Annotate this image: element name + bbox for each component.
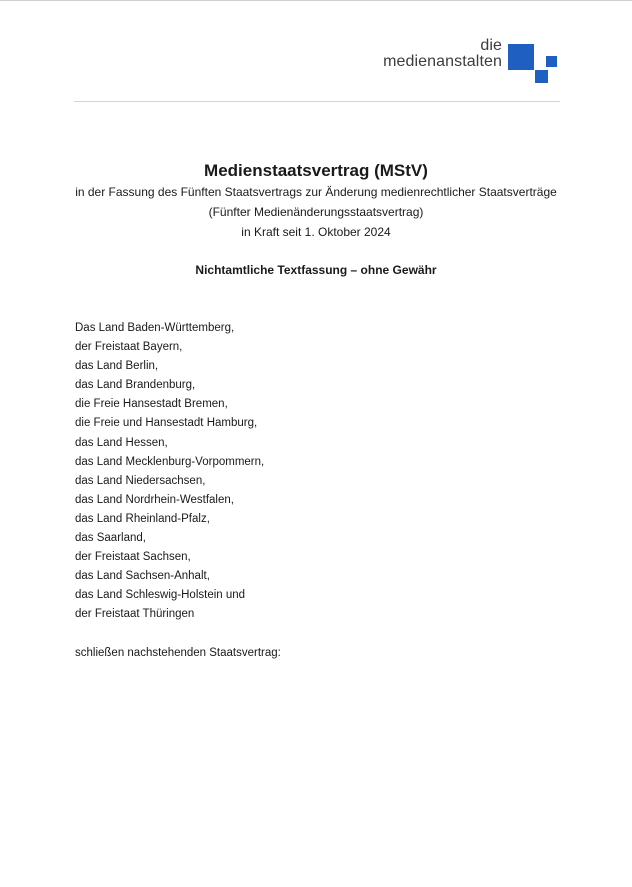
closing-sentence: schließen nachstehenden Staatsvertrag:: [75, 647, 281, 659]
medienanstalten-logo: [378, 38, 564, 88]
parties-list: [75, 319, 264, 625]
page-top-border: [0, 0, 632, 1]
document-title: Medienstaatsvertrag (MStV): [204, 161, 428, 180]
title-block: [0, 160, 632, 242]
party-item: das Land Sachsen-Anhalt,: [75, 570, 210, 583]
header-divider: [74, 101, 560, 102]
party-item: das Saarland,: [75, 532, 146, 545]
party-item: das Land Berlin,: [75, 360, 159, 373]
disclaimer: Nichtamtliche Textfassung – ohne Gewähr: [195, 263, 437, 277]
party-item: das Land Mecklenburg-Vorpommern,: [75, 455, 265, 468]
party-item: die Freie und Hansestadt Hamburg,: [75, 417, 258, 430]
logo-square-large: [508, 44, 534, 70]
party-item: das Land Nordrhein-Westfalen,: [75, 493, 234, 506]
logo-line-medienanstalten: medienanstalten: [383, 53, 502, 70]
party-item: der Freistaat Sachsen,: [75, 551, 191, 564]
logo-square-small: [535, 70, 548, 83]
subtitle-line: (Fünfter Medienänderungsstaatsvertrag): [208, 205, 424, 219]
logo-squares-icon: [508, 44, 560, 88]
party-item: das Land Niedersachsen,: [75, 474, 206, 487]
party-item: das Land Brandenburg,: [75, 379, 196, 392]
party-item: das Land Hessen,: [75, 436, 168, 449]
party-item: Das Land Baden-Württemberg,: [75, 322, 235, 334]
party-item: der Freistaat Thüringen: [75, 608, 195, 621]
logo-square-medium: [546, 56, 557, 67]
party-item: das Land Rheinland-Pfalz,: [75, 512, 210, 525]
logo-line-die: die: [480, 37, 502, 54]
subtitle-line: in Kraft seit 1. Oktober 2024: [241, 225, 391, 239]
party-item: die Freie Hansestadt Bremen,: [75, 398, 228, 411]
subtitle-line: in der Fassung des Fünften Staatsvertrags zur Änderung medienrechtlicher Staatsverträge: [75, 185, 557, 199]
party-item: das Land Schleswig-Holstein und: [75, 589, 246, 602]
logo-wordmark: [383, 38, 502, 70]
party-item: der Freistaat Bayern,: [75, 341, 183, 354]
